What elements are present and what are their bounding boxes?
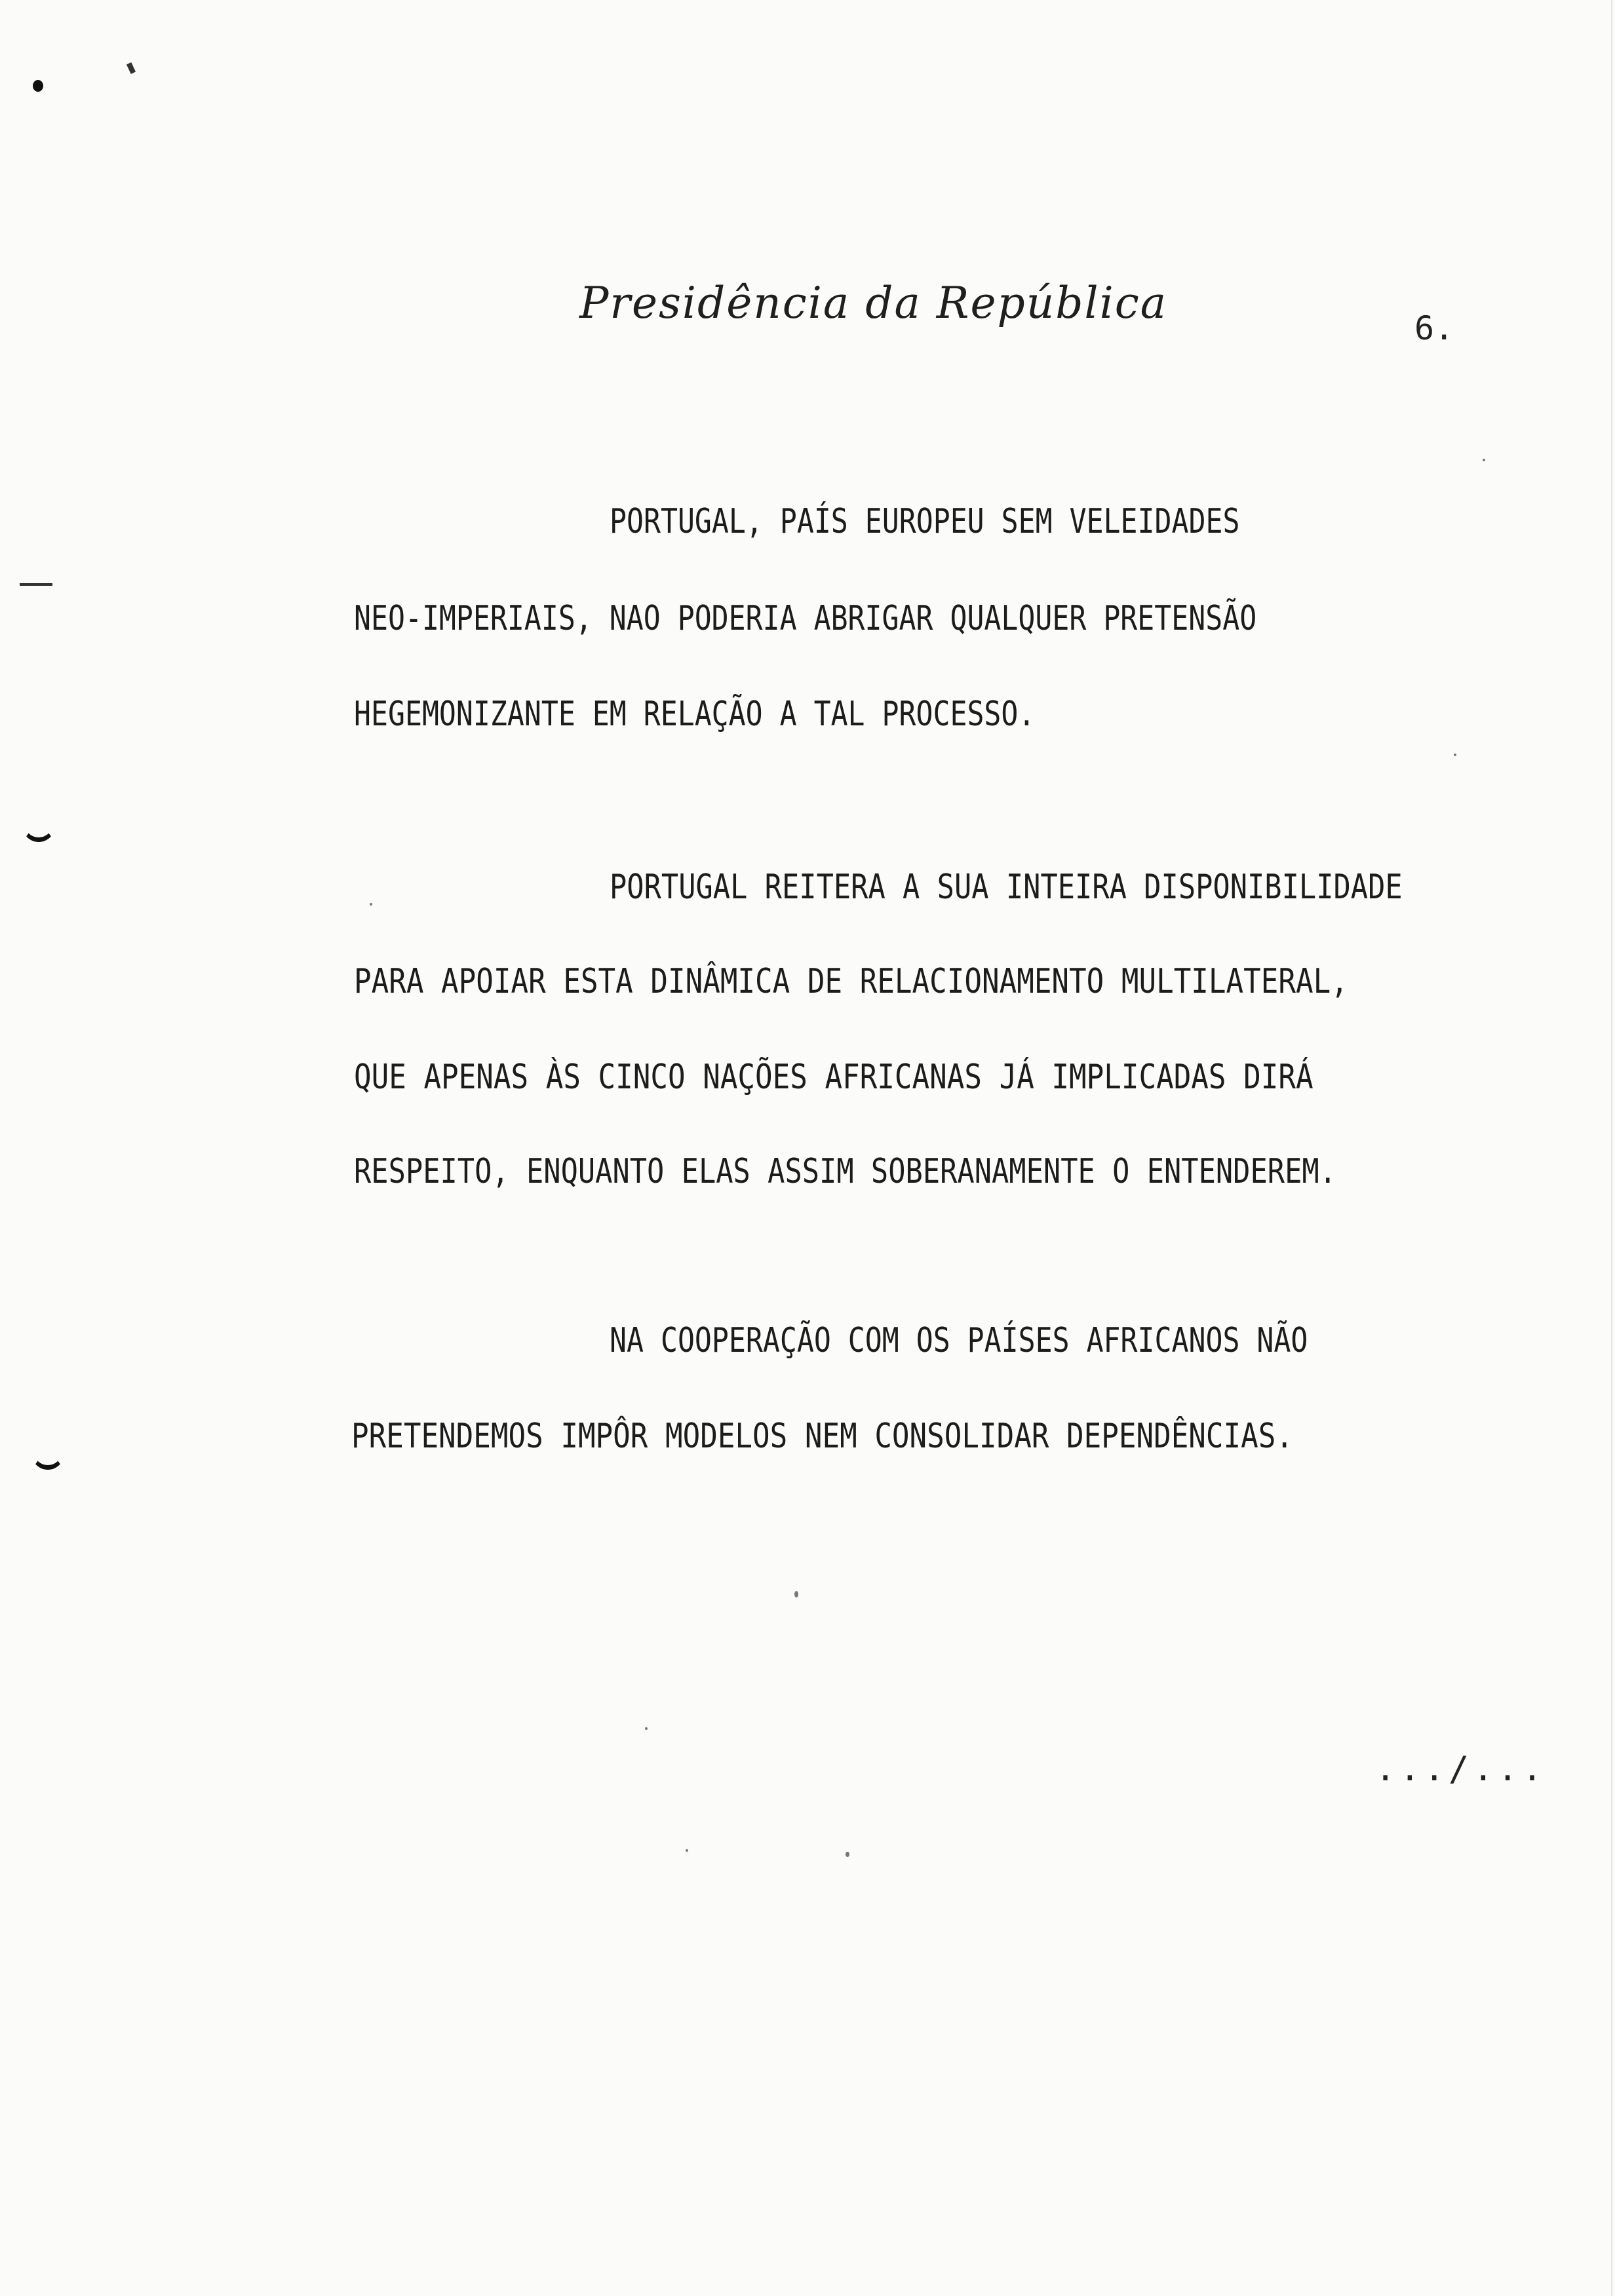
paper-speck	[645, 1727, 648, 1730]
paragraph-2-line-4: RESPEITO, ENQUANTO ELAS ASSIM SOBERANAMENTE O ENTENDEREM.	[354, 1152, 1336, 1191]
paper-speck	[370, 903, 372, 906]
paragraph-2-line-1: PORTUGAL REITERA A SUA INTEIRA DISPONIBILIDADE	[610, 868, 1403, 907]
paragraph-1-line-2: NEO-IMPERIAIS, NAO PODERIA ABRIGAR QUALQUER PRETENSÃO	[354, 599, 1257, 638]
paragraph-1-line-1: PORTUGAL, PAÍS EUROPEU SEM VELEIDADES	[610, 502, 1240, 541]
paragraph-2-line-2: PARA APOIAR ESTA DINÂMICA DE RELACIONAMENTO MULTILATERAL,	[354, 962, 1348, 1001]
paper-speck	[1454, 754, 1456, 756]
margin-dash-mark	[20, 583, 52, 586]
punch-hole-mark	[22, 819, 55, 842]
paragraph-3-line-2: PRETENDEMOS IMPÔR MODELOS NEM CONSOLIDAR DEPENDÊNCIAS.	[351, 1417, 1293, 1456]
margin-dot-mark	[33, 80, 43, 92]
page-number: 6.	[1414, 309, 1454, 347]
letterhead-title: Presidência da República	[579, 278, 1168, 328]
margin-tick-mark	[126, 62, 136, 74]
punch-hole-mark	[31, 1447, 64, 1470]
paper-speck	[1483, 459, 1485, 461]
paragraph-3-line-1: NA COOPERAÇÃO COM OS PAÍSES AFRICANOS NÃO	[610, 1321, 1308, 1360]
paper-speck	[846, 1852, 849, 1857]
continuation-marker: .../...	[1375, 1750, 1547, 1789]
page-edge-shadow	[1611, 0, 1612, 2296]
paper-speck	[794, 1591, 798, 1598]
paragraph-1-line-3: HEGEMONIZANTE EM RELAÇÃO A TAL PROCESSO.	[354, 695, 1036, 734]
paragraph-2-line-3: QUE APENAS ÀS CINCO NAÇÕES AFRICANAS JÁ IMPLICADAS DIRÁ	[354, 1058, 1313, 1097]
paper-speck	[686, 1849, 688, 1852]
